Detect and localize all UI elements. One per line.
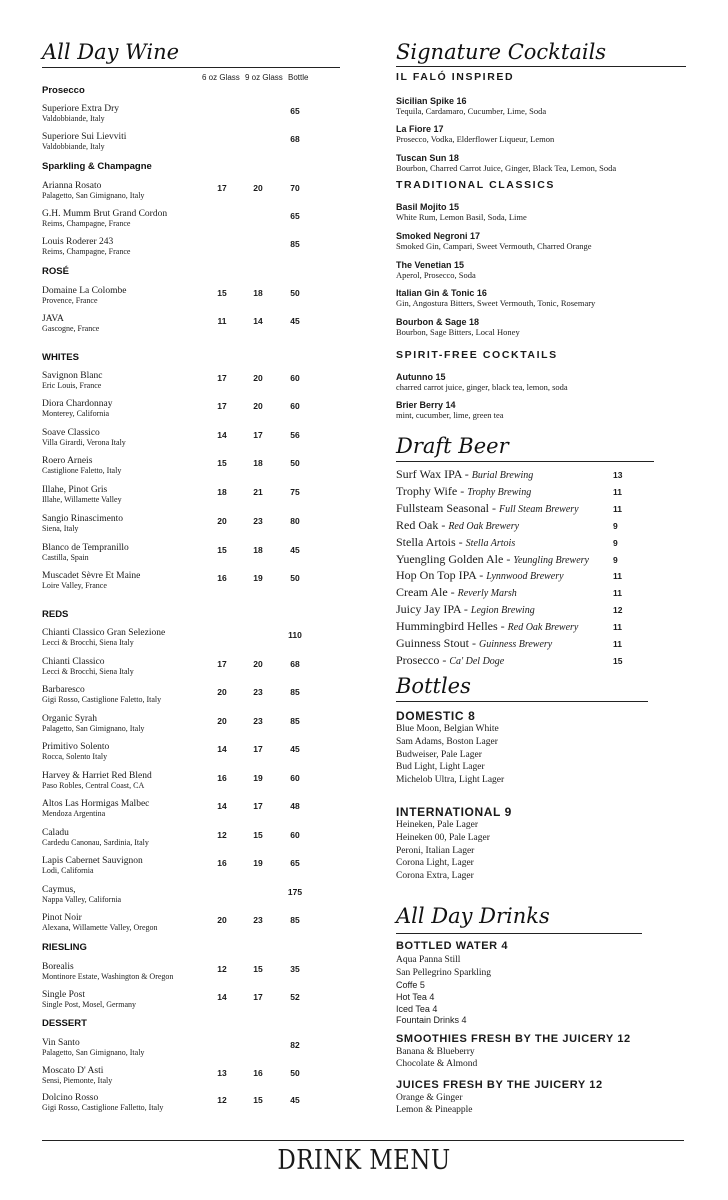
price-bottle: 60 bbox=[290, 401, 300, 411]
wine-name: Arianna Rosato bbox=[42, 181, 102, 191]
price-bottle: 35 bbox=[290, 964, 300, 974]
wine-name: Soave Classico bbox=[42, 428, 100, 438]
wine-section-heading: REDS bbox=[42, 609, 69, 620]
wine-origin: Lecci & Brocchi, Siena Italy bbox=[42, 667, 134, 676]
beer-brewery: Legion Brewing bbox=[470, 605, 535, 617]
price-bottle: 48 bbox=[290, 801, 300, 811]
price-9oz: 16 bbox=[253, 1068, 263, 1078]
price-6oz: 12 bbox=[217, 1095, 227, 1105]
beer-row bbox=[396, 467, 533, 482]
wine-name: Savignon Blanc bbox=[42, 371, 103, 381]
beer-brewery: Trophy Brewing bbox=[467, 486, 532, 498]
price-6oz: 18 bbox=[217, 487, 227, 497]
price-6oz: 12 bbox=[217, 830, 227, 840]
beer-brewery: Stella Artois bbox=[465, 537, 516, 549]
wine-title-rule bbox=[42, 67, 340, 68]
smoothie-item: Banana & Blueberry bbox=[396, 1047, 475, 1057]
beer-separator: - bbox=[438, 517, 449, 532]
beer-brewery: Yeungling Brewery bbox=[513, 554, 589, 566]
wine-origin: Rocca, Solento Italy bbox=[42, 752, 108, 761]
juices-heading: JUICES FRESH BY THE JUICERY 12 bbox=[396, 1079, 603, 1091]
beer-row bbox=[396, 636, 552, 651]
international-beer: Corona Extra, Lager bbox=[396, 871, 474, 882]
price-9oz: 20 bbox=[253, 183, 263, 193]
cocktail-name: Autunno 15 bbox=[396, 372, 446, 382]
wine-origin: Valdobbiande, Italy bbox=[42, 142, 105, 151]
beer-row bbox=[396, 484, 531, 499]
price-9oz: 17 bbox=[253, 430, 263, 440]
wine-origin: Alexana, Willamette Valley, Oregon bbox=[42, 923, 158, 932]
price-9oz: 20 bbox=[253, 373, 263, 383]
wine-origin: Castilla, Spain bbox=[42, 553, 89, 562]
price-bottle: 50 bbox=[290, 288, 300, 298]
wine-origin: Lecci & Brocchi, Siena Italy bbox=[42, 638, 134, 647]
wine-name: Muscadet Sèvre Et Maine bbox=[42, 571, 141, 581]
beer-name: Trophy Wife bbox=[396, 483, 458, 498]
cocktail-desc: Prosecco, Vodka, Elderflower Liqueur, Lemon bbox=[396, 134, 555, 144]
wine-origin: Montinore Estate, Washington & Oregon bbox=[42, 972, 174, 981]
international-beer: Heineken 00, Pale Lager bbox=[396, 832, 490, 843]
price-6oz: 14 bbox=[217, 744, 227, 754]
wine-name: Primitivo Solento bbox=[42, 742, 110, 752]
beer-name: Yuengling Golden Ale bbox=[396, 551, 504, 566]
cocktail-name: La Fiore 17 bbox=[396, 124, 444, 134]
price-6oz: 16 bbox=[217, 773, 227, 783]
bottles-title: Bottles bbox=[396, 674, 471, 698]
cocktail-name: Sicilian Spike 16 bbox=[396, 96, 467, 106]
price-9oz: 15 bbox=[253, 964, 263, 974]
water-item: San Pellegrino Sparkling bbox=[396, 967, 491, 978]
price-bottle: 56 bbox=[290, 430, 300, 440]
price-bottle: 60 bbox=[290, 830, 300, 840]
beer-name: Juicy Jay IPA bbox=[396, 602, 461, 617]
wine-name: Louis Roderer 243 bbox=[42, 237, 114, 247]
beer-title-rule bbox=[396, 461, 654, 462]
wine-origin: Palagetto, San Gimignano, Italy bbox=[42, 191, 145, 200]
domestic-beer: Michelob Ultra, Light Lager bbox=[396, 775, 505, 786]
price-9oz: 20 bbox=[253, 401, 263, 411]
drink-item: Fountain Drinks 4 bbox=[396, 1015, 467, 1026]
domestic-beer: Sam Adams, Boston Lager bbox=[396, 736, 498, 747]
price-bottle: 82 bbox=[290, 1040, 300, 1050]
beer-brewery: Burial Brewing bbox=[471, 470, 534, 481]
beer-brewery: Ca' Del Doge bbox=[449, 655, 505, 667]
water-item: Aqua Panna Still bbox=[396, 955, 461, 965]
wine-name: Organic Syrah bbox=[42, 714, 97, 724]
price-bottle: 45 bbox=[290, 1095, 300, 1105]
beer-row bbox=[396, 585, 517, 600]
price-6oz: 15 bbox=[217, 288, 227, 298]
international-beer: Corona Light, Lager bbox=[396, 858, 474, 869]
cocktail-name: Bourbon & Sage 18 bbox=[396, 317, 480, 327]
cocktail-desc: charred carrot juice, ginger, black tea, lemon, soda bbox=[396, 382, 568, 392]
smoothies-heading: SMOOTHIES FRESH BY THE JUICERY 12 bbox=[396, 1033, 631, 1045]
price-bottle: 85 bbox=[290, 687, 300, 697]
beer-row bbox=[396, 602, 535, 617]
beer-price: 15 bbox=[613, 655, 623, 666]
price-9oz: 23 bbox=[253, 687, 263, 697]
wine-name: JAVA bbox=[42, 314, 64, 324]
price-6oz: 16 bbox=[217, 858, 227, 868]
footer-rule bbox=[42, 1140, 684, 1141]
beer-brewery: Red Oak Brewery bbox=[507, 622, 579, 634]
wine-origin: Paso Robles, Central Coast, CA bbox=[42, 781, 145, 790]
wine-name: Blanco de Tempranillo bbox=[42, 543, 129, 553]
wine-origin: Valdobbiande, Italy bbox=[42, 114, 105, 123]
beer-separator: - bbox=[447, 585, 458, 600]
wine-name: Caladu bbox=[42, 828, 69, 838]
price-bottle: 60 bbox=[290, 373, 300, 383]
price-9oz: 21 bbox=[253, 487, 263, 497]
wine-origin: Siena, Italy bbox=[42, 524, 79, 533]
beer-price: 11 bbox=[613, 503, 622, 514]
wine-name: Pinot Noir bbox=[42, 913, 82, 923]
beer-brewery: Guinness Brewery bbox=[479, 639, 553, 650]
cocktail-desc: Bourbon, Charred Carrot Juice, Ginger, Black Tea, Lemon, Soda bbox=[396, 163, 617, 173]
wine-section-heading: WHITES bbox=[42, 352, 79, 363]
wine-section-heading: ROSÉ bbox=[42, 266, 69, 277]
price-bottle: 85 bbox=[290, 915, 300, 925]
bottles-title-rule bbox=[396, 701, 648, 702]
wine-name: Dolcino Rosso bbox=[42, 1093, 99, 1103]
cocktail-group-heading: TRADITIONAL CLASSICS bbox=[396, 179, 555, 191]
beer-brewery: Reverly Marsh bbox=[457, 588, 517, 600]
beer-row bbox=[396, 653, 504, 668]
price-6oz: 17 bbox=[217, 659, 227, 669]
wine-origin: Provence, France bbox=[42, 296, 98, 305]
price-6oz: 14 bbox=[217, 992, 227, 1002]
cocktail-name: Basil Mojito 15 bbox=[396, 202, 460, 212]
domestic-beer: Blue Moon, Belgian White bbox=[396, 724, 499, 734]
price-6oz: 14 bbox=[217, 430, 227, 440]
price-6oz: 14 bbox=[217, 801, 227, 811]
price-9oz: 23 bbox=[253, 716, 263, 726]
cocktail-name: Smoked Negroni 17 bbox=[396, 231, 481, 241]
beer-price: 9 bbox=[613, 537, 618, 548]
juice-item: Orange & Ginger bbox=[396, 1093, 463, 1103]
cocktail-name: Brier Berry 14 bbox=[396, 400, 456, 410]
wine-name: Roero Arneis bbox=[42, 456, 93, 466]
cocktail-name: Italian Gin & Tonic 16 bbox=[396, 288, 487, 298]
beer-row bbox=[396, 535, 515, 550]
cocktail-desc: Aperol, Prosecco, Soda bbox=[396, 270, 476, 280]
beer-separator: - bbox=[476, 568, 487, 583]
beer-brewery: Lynnwood Brewery bbox=[486, 571, 564, 583]
wine-name: Chianti Classico Gran Selezione bbox=[42, 628, 166, 638]
price-9oz: 14 bbox=[253, 316, 263, 326]
price-bottle: 75 bbox=[290, 487, 300, 497]
wine-origin: Cardedu Canonau, Sardinia, Italy bbox=[42, 838, 149, 847]
beer-price: 12 bbox=[613, 605, 623, 616]
price-9oz: 17 bbox=[253, 801, 263, 811]
beer-price: 11 bbox=[613, 486, 622, 497]
price-bottle: 65 bbox=[290, 106, 300, 116]
cocktail-desc: mint, cucumber, lime, green tea bbox=[396, 410, 504, 420]
wine-title: All Day Wine bbox=[42, 40, 180, 64]
beer-separator: - bbox=[460, 602, 471, 617]
price-bottle: 80 bbox=[290, 516, 300, 526]
footer-title: DRINK MENU bbox=[277, 1145, 451, 1176]
beer-title: Draft Beer bbox=[396, 434, 509, 458]
beer-separator: - bbox=[457, 483, 468, 498]
price-bottle: 70 bbox=[290, 183, 300, 193]
price-9oz: 23 bbox=[253, 516, 263, 526]
wine-name: Barbaresco bbox=[42, 685, 85, 695]
domestic-beer: Bud Light, Light Lager bbox=[396, 762, 485, 773]
wine-origin: Reims, Champagne, France bbox=[42, 219, 131, 228]
beer-name: Red Oak bbox=[396, 517, 439, 532]
beer-row bbox=[396, 619, 578, 634]
beer-row bbox=[396, 552, 589, 567]
price-6oz: 15 bbox=[217, 545, 227, 555]
drink-item: Iced Tea 4 bbox=[396, 1003, 438, 1014]
international-beer: Peroni, Italian Lager bbox=[396, 845, 475, 856]
beer-price: 11 bbox=[613, 622, 622, 633]
price-bottle: 45 bbox=[290, 744, 300, 754]
wine-section-heading: RIESLING bbox=[42, 942, 87, 953]
wine-name: Diora Chardonnay bbox=[42, 399, 113, 409]
wine-origin: Gascogne, France bbox=[42, 324, 100, 333]
price-9oz: 18 bbox=[253, 545, 263, 555]
wine-origin: Mendoza Argentina bbox=[42, 809, 106, 818]
beer-name: Surf Wax IPA bbox=[396, 467, 462, 481]
price-9oz: 18 bbox=[253, 458, 263, 468]
price-9oz: 15 bbox=[253, 1095, 263, 1105]
beer-row bbox=[396, 518, 519, 533]
wine-origin: Lodi, California bbox=[42, 866, 94, 875]
price-bottle: 50 bbox=[290, 458, 300, 468]
price-bottle: 65 bbox=[290, 211, 300, 221]
cocktail-group-heading: IL FALÓ INSPIRED bbox=[396, 71, 515, 83]
beer-brewery: Full Steam Brewery bbox=[499, 503, 579, 515]
beer-price: 9 bbox=[613, 520, 618, 531]
col-6oz: 6 oz Glass bbox=[202, 73, 240, 82]
cocktail-desc: White Rum, Lemon Basil, Soda, Lime bbox=[396, 212, 527, 222]
price-bottle: 110 bbox=[288, 630, 302, 640]
beer-name: Guinness Stout bbox=[396, 636, 470, 650]
price-6oz: 20 bbox=[217, 687, 227, 697]
price-6oz: 11 bbox=[217, 316, 227, 326]
cocktails-title-rule bbox=[396, 66, 686, 67]
beer-name: Fullsteam Seasonal bbox=[396, 500, 489, 515]
wine-name: Altos Las Hormigas Malbec bbox=[42, 799, 150, 809]
price-6oz: 20 bbox=[217, 516, 227, 526]
wine-origin: Illahe, Willamette Valley bbox=[42, 495, 122, 504]
wine-origin: Reims, Champagne, France bbox=[42, 247, 131, 256]
wine-name: Domaine La Colombe bbox=[42, 286, 127, 296]
cocktail-desc: Gin, Angostura Bitters, Sweet Vermouth, Tonic, Rosemary bbox=[396, 298, 596, 308]
drink-item: Coffe 5 bbox=[396, 980, 425, 990]
beer-separator: - bbox=[461, 467, 472, 481]
beer-price: 13 bbox=[613, 470, 623, 480]
wine-name: Single Post bbox=[42, 990, 86, 1000]
wine-origin: Loire Valley, France bbox=[42, 581, 107, 590]
price-bottle: 52 bbox=[290, 992, 300, 1002]
price-bottle: 45 bbox=[290, 316, 300, 326]
price-6oz: 17 bbox=[217, 183, 227, 193]
beer-separator: - bbox=[455, 534, 466, 549]
beer-separator: - bbox=[503, 551, 514, 566]
wine-origin: Palagetto, San Gimignano, Italy bbox=[42, 1048, 145, 1057]
beer-price: 11 bbox=[613, 639, 622, 649]
wine-origin: Castiglione Faletto, Italy bbox=[42, 466, 122, 475]
wine-origin: Sensi, Piemonte, Italy bbox=[42, 1076, 113, 1085]
international-heading: INTERNATIONAL 9 bbox=[396, 805, 512, 819]
beer-separator: - bbox=[489, 500, 499, 515]
price-bottle: 175 bbox=[287, 887, 303, 897]
wine-section-heading: Prosecco bbox=[42, 85, 85, 96]
price-6oz: 13 bbox=[217, 1068, 227, 1078]
wine-name: Superiore Sui Lievviti bbox=[42, 132, 127, 142]
price-9oz: 19 bbox=[253, 573, 263, 583]
price-6oz: 20 bbox=[217, 915, 227, 925]
price-6oz: 15 bbox=[217, 458, 227, 468]
price-9oz: 17 bbox=[253, 992, 263, 1002]
wine-origin: Nappa Valley, California bbox=[42, 895, 122, 904]
wine-origin: Gigi Rosso, Castiglione Faletto, Italy bbox=[42, 695, 162, 704]
wine-section-heading: DESSERT bbox=[42, 1018, 87, 1029]
price-9oz: 18 bbox=[253, 288, 263, 298]
price-9oz: 20 bbox=[253, 659, 263, 669]
price-bottle: 68 bbox=[290, 659, 300, 669]
wine-name: Borealis bbox=[42, 962, 74, 972]
beer-price: 11 bbox=[613, 571, 622, 582]
drinks-title-rule bbox=[396, 933, 642, 934]
water-heading: BOTTLED WATER 4 bbox=[396, 940, 509, 952]
drinks-title: All Day Drinks bbox=[396, 904, 550, 928]
beer-separator: - bbox=[439, 652, 450, 667]
price-9oz: 15 bbox=[253, 830, 263, 840]
domestic-heading: DOMESTIC 8 bbox=[396, 709, 476, 723]
col-bottle: Bottle bbox=[288, 73, 309, 82]
domestic-beer: Budweiser, Pale Lager bbox=[396, 749, 482, 760]
beer-name: Hummingbird Helles bbox=[396, 619, 498, 634]
price-bottle: 45 bbox=[290, 545, 300, 555]
price-6oz: 17 bbox=[217, 401, 227, 411]
wine-origin: Villa Girardi, Verona Italy bbox=[42, 438, 126, 447]
wine-name: Sangio Rinascimento bbox=[42, 514, 124, 524]
beer-name: Cream Ale bbox=[396, 585, 448, 600]
cocktail-desc: Tequila, Cardamaro, Cucumber, Lime, Soda bbox=[396, 106, 547, 116]
wine-name: Moscato D' Asti bbox=[42, 1066, 104, 1076]
beer-name: Stella Artois bbox=[396, 534, 456, 549]
cocktail-desc: Bourbon, Sage Bitters, Local Honey bbox=[396, 327, 520, 337]
price-9oz: 23 bbox=[253, 915, 263, 925]
wine-origin: Single Post, Mosel, Germany bbox=[42, 1000, 136, 1009]
price-6oz: 12 bbox=[217, 964, 227, 974]
cocktail-desc: Smoked Gin, Campari, Sweet Vermouth, Charred Orange bbox=[396, 241, 592, 251]
col-9oz: 9 oz Glass bbox=[245, 73, 283, 82]
price-9oz: 17 bbox=[253, 744, 263, 754]
international-beer: Heineken, Pale Lager bbox=[396, 820, 479, 830]
wine-section-heading: Sparkling & Champagne bbox=[42, 161, 152, 172]
price-bottle: 50 bbox=[290, 1068, 300, 1078]
wine-name: Lapis Cabernet Sauvignon bbox=[42, 856, 143, 866]
wine-name: Chianti Classico bbox=[42, 657, 105, 667]
beer-row bbox=[396, 501, 579, 516]
price-6oz: 17 bbox=[217, 373, 227, 383]
beer-name: Hop On Top IPA bbox=[396, 568, 477, 583]
wine-name: Caymus, bbox=[42, 885, 76, 895]
beer-name: Prosecco bbox=[396, 652, 440, 667]
price-bottle: 50 bbox=[290, 573, 300, 583]
price-bottle: 65 bbox=[290, 858, 300, 868]
cocktail-group-heading: SPIRIT-FREE COCKTAILS bbox=[396, 349, 558, 361]
wine-name: G.H. Mumm Brut Grand Cordon bbox=[42, 209, 168, 219]
beer-brewery: Red Oak Brewery bbox=[448, 520, 520, 532]
wine-origin: Eric Louis, France bbox=[42, 381, 102, 390]
wine-origin: Monterey, California bbox=[42, 409, 110, 418]
juice-item: Lemon & Pineapple bbox=[396, 1105, 473, 1115]
drink-item: Hot Tea 4 bbox=[396, 991, 435, 1002]
cocktail-name: Tuscan Sun 18 bbox=[396, 153, 459, 163]
smoothie-item: Chocolate & Almond bbox=[396, 1059, 478, 1069]
beer-separator: - bbox=[469, 636, 480, 650]
price-9oz: 19 bbox=[253, 773, 263, 783]
wine-origin: Gigi Rosso, Castiglione Falletto, Italy bbox=[42, 1103, 164, 1112]
price-6oz: 16 bbox=[217, 573, 227, 583]
wine-name: Vin Santo bbox=[42, 1038, 80, 1048]
beer-price: 11 bbox=[613, 588, 622, 599]
cocktails-title: Signature Cocktails bbox=[396, 40, 607, 64]
beer-row bbox=[396, 568, 564, 583]
wine-name: Illahe, Pinot Gris bbox=[42, 485, 108, 495]
price-bottle: 68 bbox=[290, 134, 300, 144]
cocktail-name: The Venetian 15 bbox=[396, 260, 465, 270]
price-6oz: 20 bbox=[217, 716, 227, 726]
wine-origin: Palagetto, San Gimignano, Italy bbox=[42, 724, 145, 733]
beer-price: 9 bbox=[613, 554, 618, 565]
wine-name: Superiore Extra Dry bbox=[42, 104, 120, 114]
wine-name: Harvey & Harriet Red Blend bbox=[42, 771, 152, 781]
price-9oz: 19 bbox=[253, 858, 263, 868]
price-bottle: 85 bbox=[290, 239, 300, 249]
price-bottle: 60 bbox=[290, 773, 300, 783]
beer-separator: - bbox=[497, 619, 508, 634]
price-bottle: 85 bbox=[290, 716, 300, 726]
